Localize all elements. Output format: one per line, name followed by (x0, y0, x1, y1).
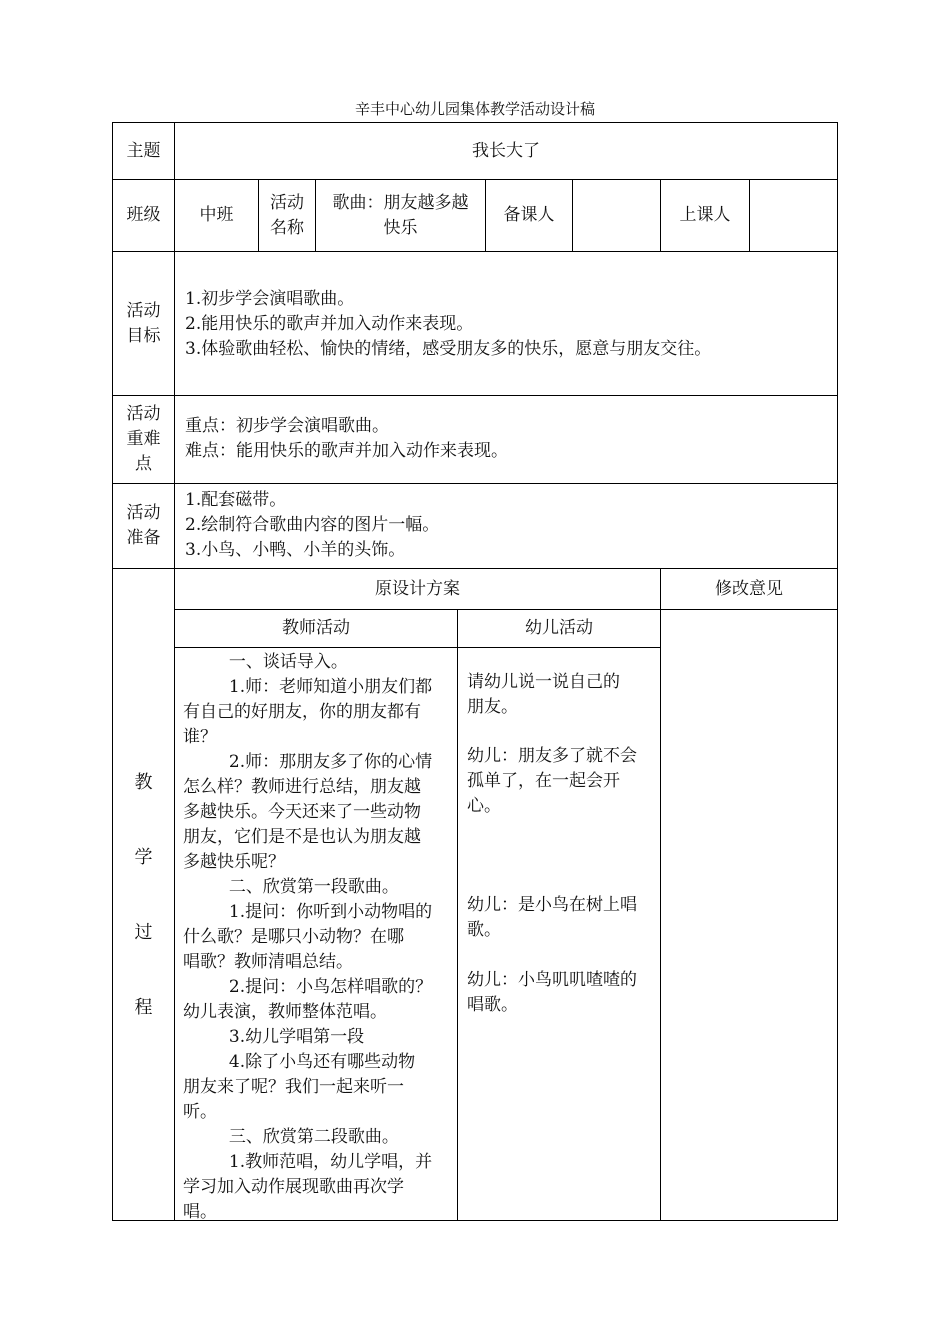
goal-item: 3.体验歌曲轻松、愉快的情绪，感受朋友多的快乐，愿意与朋友交往。 (185, 339, 712, 359)
key-point-item: 重点：初步学会演唱歌曲。 (185, 416, 389, 436)
teacher-person-value (750, 180, 837, 252)
child-activity-block (467, 744, 637, 819)
child-line: 请幼儿说一说自己的 (467, 672, 620, 692)
key-points-label-line3: 点 (135, 454, 152, 474)
preparation-label-line1: 活动 (126, 503, 161, 523)
activity-name-value-line1: 歌曲：朋友越多越 (332, 192, 469, 213)
teacher-line: 2.提问：小鸟怎样唱歌的？ (228, 977, 433, 997)
preparation-label (113, 484, 175, 569)
process-label-char: 过 (134, 921, 153, 943)
child-line: 唱歌。 (467, 995, 518, 1015)
teacher-line: 3.幼儿学唱第一段 (228, 1027, 365, 1047)
preparation-item: 1.配套磁带。 (185, 490, 287, 510)
activity-name-label (259, 180, 316, 252)
teacher-line: 幼儿表演，教师整体范唱。 (183, 1002, 387, 1022)
teacher-person-label: 上课人 (661, 180, 750, 252)
teacher-line: 朋友来了呢？我们一起来听一 (183, 1077, 404, 1097)
original-plan-header: 原设计方案 (175, 569, 661, 610)
child-activity-content (458, 648, 661, 1220)
child-line: 歌。 (467, 920, 501, 940)
teacher-line: 二、欣赏第一段歌曲。 (228, 877, 399, 897)
revision-header: 修改意见 (661, 569, 837, 610)
teacher-line: 1.教师范唱，幼儿学唱，并 (228, 1152, 433, 1172)
preparation-content (175, 484, 837, 569)
process-label-char: 程 (134, 996, 153, 1018)
teacher-line: 谁？ (183, 727, 217, 747)
theme-value: 我长大了 (175, 123, 837, 180)
teacher-line: 4.除了小鸟还有哪些动物 (228, 1052, 416, 1072)
key-points-content (175, 396, 837, 484)
process-label (113, 569, 175, 1220)
activity-name-value (316, 180, 486, 252)
class-label: 班级 (113, 180, 175, 252)
key-points-label-line1: 活动 (126, 404, 161, 424)
document-title: 辛丰中心幼儿园集体教学活动设计稿 (354, 100, 595, 118)
teacher-activity-header: 教师活动 (175, 610, 458, 648)
goals-label-line1: 活动 (126, 300, 161, 321)
key-point-item: 难点：能用快乐的歌声并加入动作来表现。 (185, 441, 508, 461)
child-activity-block (467, 893, 637, 943)
child-line: 心。 (467, 796, 501, 816)
child-activity-block (467, 670, 620, 720)
process-label-char: 教 (134, 771, 153, 793)
teacher-line: 多越快乐。今天还来了一些动物 (183, 802, 421, 822)
child-line: 幼儿：朋友多了就不会 (467, 746, 637, 766)
goals-label-line2: 目标 (126, 325, 161, 346)
teacher-line: 1.提问：你听到小动物唱的 (228, 902, 433, 922)
activity-name-value-line2: 快乐 (383, 217, 418, 238)
activity-name-label-line2: 名称 (270, 217, 304, 238)
teacher-line: 2.师：那朋友多了你的心情 (228, 752, 433, 772)
teacher-line: 多越快乐呢？ (183, 852, 285, 872)
preparation-item: 2.绘制符合歌曲内容的图片一幅。 (185, 515, 440, 535)
teacher-line: 三、欣赏第二段歌曲。 (228, 1127, 399, 1147)
prep-person-label: 备课人 (486, 180, 573, 252)
teacher-line: 一、谈话导入。 (228, 652, 348, 672)
activity-name-label-line1: 活动 (270, 192, 304, 213)
teacher-line: 唱歌？教师清唱总结。 (183, 952, 353, 972)
teacher-line: 学习加入动作展现歌曲再次学 (183, 1177, 404, 1197)
teacher-line: 有自己的好朋友，你的朋友都有 (183, 702, 421, 722)
prep-person-value (573, 180, 661, 252)
theme-label: 主题 (113, 123, 175, 180)
teacher-line: 听。 (183, 1102, 217, 1122)
key-points-label-line2: 重难 (126, 429, 161, 449)
lesson-plan-table (112, 122, 838, 1221)
teacher-line: 什么歌？是哪只小动物？在哪 (183, 927, 404, 947)
child-line: 孤单了，在一起会开 (467, 771, 620, 791)
preparation-label-line2: 准备 (126, 528, 161, 548)
preparation-item: 3.小鸟、小鸭、小羊的头饰。 (185, 540, 406, 560)
teacher-line: 朋友，它们是不是也认为朋友越 (183, 827, 421, 847)
teacher-line: 1.师：老师知道小朋友们都 (228, 677, 433, 697)
process-label-char: 学 (134, 846, 153, 868)
class-value: 中班 (175, 180, 259, 252)
teacher-line: 怎么样？教师进行总结，朋友越 (183, 777, 421, 797)
goals-content (175, 252, 837, 396)
goal-item: 1.初步学会演唱歌曲。 (185, 289, 355, 309)
goal-item: 2.能用快乐的歌声并加入动作来表现。 (185, 314, 474, 334)
child-line: 幼儿：小鸟叽叽喳喳的 (467, 970, 637, 990)
child-activity-block (467, 968, 637, 1018)
child-activity-header: 幼儿活动 (458, 610, 661, 648)
revision-content (661, 610, 837, 1220)
teacher-line: 唱。 (183, 1202, 217, 1222)
child-line: 朋友。 (467, 697, 518, 717)
goals-label (113, 252, 175, 396)
key-points-label (113, 396, 175, 484)
teacher-activity-content (175, 648, 458, 1220)
child-line: 幼儿：是小鸟在树上唱 (467, 895, 637, 915)
